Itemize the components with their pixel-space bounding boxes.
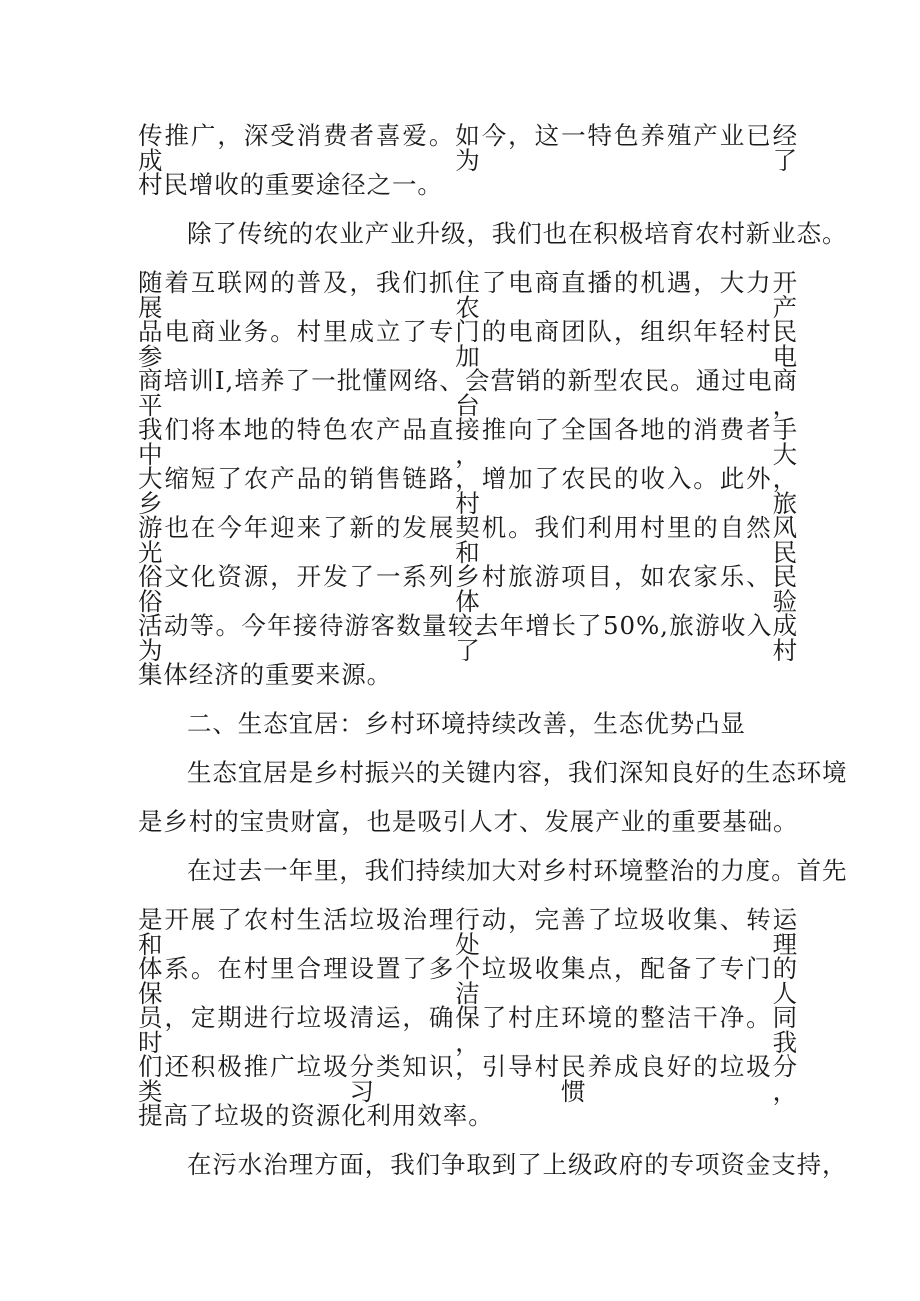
paragraph-line: 提高了垃圾的资源化利用效率。 bbox=[138, 1101, 494, 1130]
paragraph-line: 生态宜居是乡村振兴的关键内容，我们深知良好的生态环境 bbox=[187, 758, 848, 787]
paragraph-line: 是乡村的宝贵财富，也是吸引人才、发展产业的重要基础。 bbox=[138, 807, 799, 836]
paragraph-line: 俗文化资源，开发了一系列乡村旅游项目，如农家乐、民俗体验 bbox=[138, 562, 798, 616]
paragraph-line: 们还积极推广垃圾分类知识，引导村民养成良好的垃圾分类习惯， bbox=[138, 1052, 798, 1106]
paragraph-line: 是开展了农村生活垃圾治理行动，完善了垃圾收集、转运和处理 bbox=[138, 905, 798, 959]
paragraph-line: 活动等。今年接待游客数量较去年增长了50%,旅游收入成为了村 bbox=[138, 611, 798, 665]
paragraph-line: 体系。在村里合理设置了多个垃圾收集点，配备了专门的保洁人 bbox=[138, 954, 798, 1008]
paragraph-line: 传推广，深受消费者喜爱。如今，这一特色养殖产业已经成为了 bbox=[138, 121, 798, 175]
paragraph-line: 随着互联网的普及，我们抓住了电商直播的机遇，大力开展农产 bbox=[138, 268, 798, 322]
paragraph-line: 品电商业务。村里成立了专门的电商团队，组织年轻村民参加电 bbox=[138, 317, 798, 371]
paragraph-line: 在过去一年里，我们持续加大对乡村环境整治的力度。首先 bbox=[187, 856, 848, 885]
paragraph-line: 集体经济的重要来源。 bbox=[138, 660, 392, 689]
paragraph-line: 村民增收的重要途径之一。 bbox=[138, 170, 443, 199]
paragraph-line: 在污水治理方面，我们争取到了上级政府的专项资金支持， bbox=[187, 1150, 848, 1179]
paragraph-line: 员，定期进行垃圾清运，确保了村庄环境的整洁干净。同时，我 bbox=[138, 1003, 798, 1057]
paragraph-line: 大缩短了农产品的销售链路，增加了农民的收入。此外，乡村旅 bbox=[138, 464, 798, 518]
section-heading: 二、生态宜居：乡村环境持续改善，生态优势凸显 bbox=[187, 709, 746, 738]
paragraph-line: 我们将本地的特色农产品直接推向了全国各地的消费者手中，大 bbox=[138, 415, 798, 469]
paragraph-line: 除了传统的农业产业升级，我们也在积极培育农村新业态。 bbox=[187, 219, 848, 248]
paragraph-line: 游也在今年迎来了新的发展契机。我们利用村里的自然风光和民 bbox=[138, 513, 798, 567]
paragraph-line: 商培训I,培养了一批懂网络、会营销的新型农民。通过电商平台， bbox=[138, 366, 798, 420]
